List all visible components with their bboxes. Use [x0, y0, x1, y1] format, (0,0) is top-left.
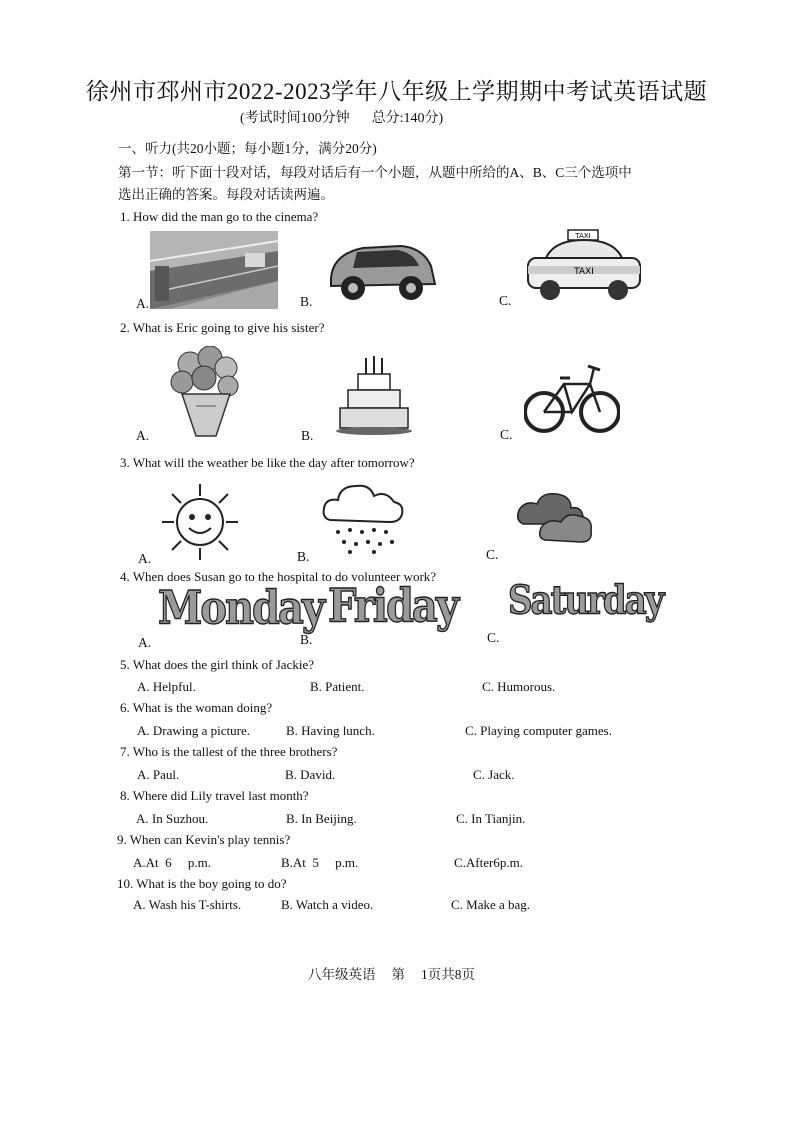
- question-5: 5. What does the girl think of Jackie?: [120, 657, 314, 672]
- bicycle-icon: [524, 358, 620, 436]
- footer-subject: 八年级英语: [308, 967, 376, 982]
- q8-option-b: B. In Beijing.: [286, 811, 357, 826]
- q4-option-c-label: C.: [487, 630, 500, 645]
- question-7: 7. Who is the tallest of the three brothers?: [120, 744, 338, 759]
- q6-option-b: B. Having lunch.: [286, 723, 375, 738]
- q4-option-a-label: A.: [138, 635, 152, 650]
- page-footer: [308, 963, 491, 983]
- cloud-icon: [515, 490, 595, 546]
- q1-option-b-label: B.: [300, 294, 313, 309]
- q1-option-c-label: C.: [499, 293, 512, 308]
- taxi-door-text: TAXI: [574, 267, 594, 277]
- cake-icon: [336, 352, 412, 436]
- instruction-line-1: 第一节：听下面十段对话，每段对话后有一个小题，从题中所给的A、B、C三个选项中: [118, 165, 632, 180]
- q6-option-c: C. Playing computer games.: [465, 723, 612, 738]
- q5-option-c: C. Humorous.: [482, 679, 556, 694]
- total-score: 总分:140分): [371, 111, 444, 126]
- q2-option-a-label: A.: [136, 428, 150, 443]
- footer-di: 第: [391, 967, 405, 982]
- sun-icon: [160, 482, 240, 562]
- q3-option-b-label: B.: [297, 549, 310, 564]
- q9-option-b: B.At 5 p.m.: [281, 855, 359, 870]
- page-title: 徐州市邳州市2022-2023学年八年级上学期期中考试英语试题: [85, 79, 708, 104]
- taxi-icon: [524, 228, 642, 304]
- q7-option-b: B. David.: [285, 767, 336, 782]
- q3-option-c-label: C.: [486, 547, 499, 562]
- q6-option-a: A. Drawing a picture.: [137, 723, 250, 738]
- q8-option-a: A. In Suzhou.: [136, 811, 209, 826]
- q4-option-b-label: B.: [300, 632, 313, 647]
- q9-option-a: A.At 6 p.m.: [133, 855, 211, 870]
- q7-option-c: C. Jack.: [473, 767, 515, 782]
- friday-word: Friday: [328, 578, 458, 633]
- question-2: 2. What is Eric going to give his sister?: [120, 320, 325, 335]
- q8-option-c: C. In Tianjin.: [456, 811, 526, 826]
- rain-icon: [320, 480, 404, 556]
- q10-option-c: C. Make a bag.: [451, 897, 531, 912]
- q3-option-a-label: A.: [138, 551, 152, 566]
- q2-option-b-label: B.: [301, 428, 314, 443]
- question-8: 8. Where did Lily travel last month?: [120, 788, 309, 803]
- question-6: 6. What is the woman doing?: [120, 700, 273, 715]
- question-10: 10. What is the boy going to do?: [117, 876, 287, 891]
- q10-option-a: A. Wash his T-shirts.: [133, 897, 242, 912]
- section-heading: 一、听力(共20小题；每小题1分，满分20分): [118, 141, 377, 156]
- q7-option-a: A. Paul.: [137, 767, 180, 782]
- footer-page: 1页共8页: [421, 967, 475, 982]
- taxi-sign: TAXI: [575, 232, 591, 240]
- question-4: 4. When does Susan go to the hospital to do volunteer work?: [120, 569, 437, 584]
- subway-icon: [150, 231, 278, 309]
- q5-option-b: B. Patient.: [310, 679, 365, 694]
- saturday-word: Saturday: [508, 578, 663, 624]
- question-9: 9. When can Kevin's play tennis?: [117, 832, 291, 847]
- flowers-icon: [168, 346, 244, 438]
- q1-option-a-label: A.: [136, 296, 150, 311]
- exam-info: [240, 107, 443, 127]
- car-icon: [323, 236, 441, 306]
- question-1: 1. How did the man go to the cinema?: [120, 209, 319, 224]
- q2-option-c-label: C.: [500, 427, 513, 442]
- exam-time: (考试时间100分钟: [240, 111, 350, 126]
- question-3: 3. What will the weather be like the day after tomorrow?: [120, 455, 415, 470]
- instruction-line-2: 选出正确的答案。每段对话读两遍。: [118, 187, 334, 202]
- q10-option-b: B. Watch a video.: [281, 897, 374, 912]
- q9-option-c: C.After6p.m.: [454, 855, 523, 870]
- q5-option-a: A. Helpful.: [137, 679, 196, 694]
- monday-word: Monday: [158, 580, 324, 635]
